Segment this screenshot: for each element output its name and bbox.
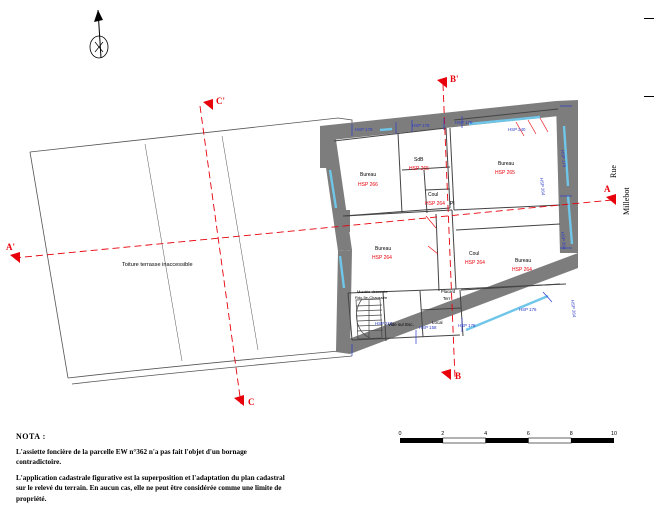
street-label-line1: Rue — [609, 165, 618, 178]
room-hsp: HSP 265 — [409, 166, 429, 172]
nota-paragraph: L'assiette foncière de la parcelle EW n°362 n'a pas fait l'objet d'un bornage contradictoire. — [16, 448, 247, 467]
interior-red-leaders — [426, 118, 548, 254]
room-hsp: HSP 266 — [358, 182, 378, 188]
scale-tick: 10 — [611, 431, 617, 437]
registration-mark — [644, 96, 654, 97]
room-hsp: HSP 264 — [372, 255, 392, 261]
hsp-label: HSP 264 — [570, 299, 577, 318]
parcel-outline — [30, 118, 352, 384]
hsp-label: HSP 264 — [539, 177, 546, 196]
room-hsp: HSP 264 — [425, 201, 445, 207]
room-name: Bureau — [360, 172, 377, 178]
hsp-label: HSP 179 — [560, 149, 567, 168]
section-letter-a: A — [604, 184, 611, 194]
north-arrow-icon — [90, 10, 108, 58]
hsp-label: HSP 178 — [458, 323, 476, 328]
section-lines — [14, 84, 612, 404]
scale-tick: 2 — [441, 431, 445, 437]
hsp-label: HSP 178 — [412, 123, 430, 128]
nota-block — [16, 432, 286, 509]
room-name: Bureau — [515, 258, 532, 264]
section-letter-b-prime: B' — [450, 74, 459, 84]
hsp-label: HSP 176 — [519, 307, 537, 312]
nota-paragraph: L'application cadastrale figurative est la superposition et l'adaptation du plan cadastral sur le relevé du terrain. En aucun cas, elle ne peut être considérée comme une limite de propriété. — [16, 473, 285, 503]
section-letter-c: C — [248, 397, 255, 407]
scale-tick: 4 — [484, 431, 488, 437]
scale-tick: 6 — [526, 431, 530, 437]
terrace-grid-lines — [145, 136, 258, 361]
room-name: Bureau — [375, 246, 392, 252]
room-name: Coul — [469, 251, 480, 257]
room-name: Placard — [441, 289, 456, 294]
room-name: Pl — [450, 201, 455, 207]
hsp-label: HSP 178 — [355, 127, 373, 132]
terrace-label: Toiture terrasse inaccessible — [122, 262, 193, 268]
room-labels-group — [355, 157, 532, 327]
scale-tick: 8 — [569, 431, 573, 437]
room-hsp: HSP 264 — [512, 267, 532, 273]
section-letter-a-prime: A' — [6, 242, 16, 252]
room-hsp: Terr — [443, 296, 451, 301]
room-hsp: HSP 264 — [465, 260, 485, 266]
section-letter-b: B — [455, 371, 462, 381]
hsp-label: HSP 240 — [508, 127, 526, 132]
hsp-label: HSP 178 — [455, 120, 473, 125]
room-name: Montée descente — [357, 289, 388, 294]
nota-title: NOTA : — [16, 432, 46, 441]
room-name: Local — [432, 320, 443, 325]
room-hsp: Rdc-5e-Chaussée — [355, 295, 388, 300]
hsp-label: HSP 264 — [560, 231, 567, 250]
room-name: Coul — [428, 192, 439, 198]
room-hsp: HSP 265 — [495, 170, 515, 176]
registration-mark — [644, 18, 654, 19]
scale-tick: 0 — [398, 431, 402, 437]
room-name: SdB — [414, 157, 424, 163]
hsp-label: HSP 158 — [419, 325, 437, 330]
room-name: Bureau — [498, 161, 515, 167]
section-letters — [6, 74, 611, 407]
section-letter-c-prime: C' — [216, 96, 226, 106]
scale-bar — [399, 431, 618, 443]
street-label — [609, 165, 631, 215]
hsp-label: HSP 210 — [375, 321, 393, 326]
street-label-line2: Millebot — [622, 187, 631, 215]
room-name: Vide sur Esc. — [388, 322, 414, 327]
